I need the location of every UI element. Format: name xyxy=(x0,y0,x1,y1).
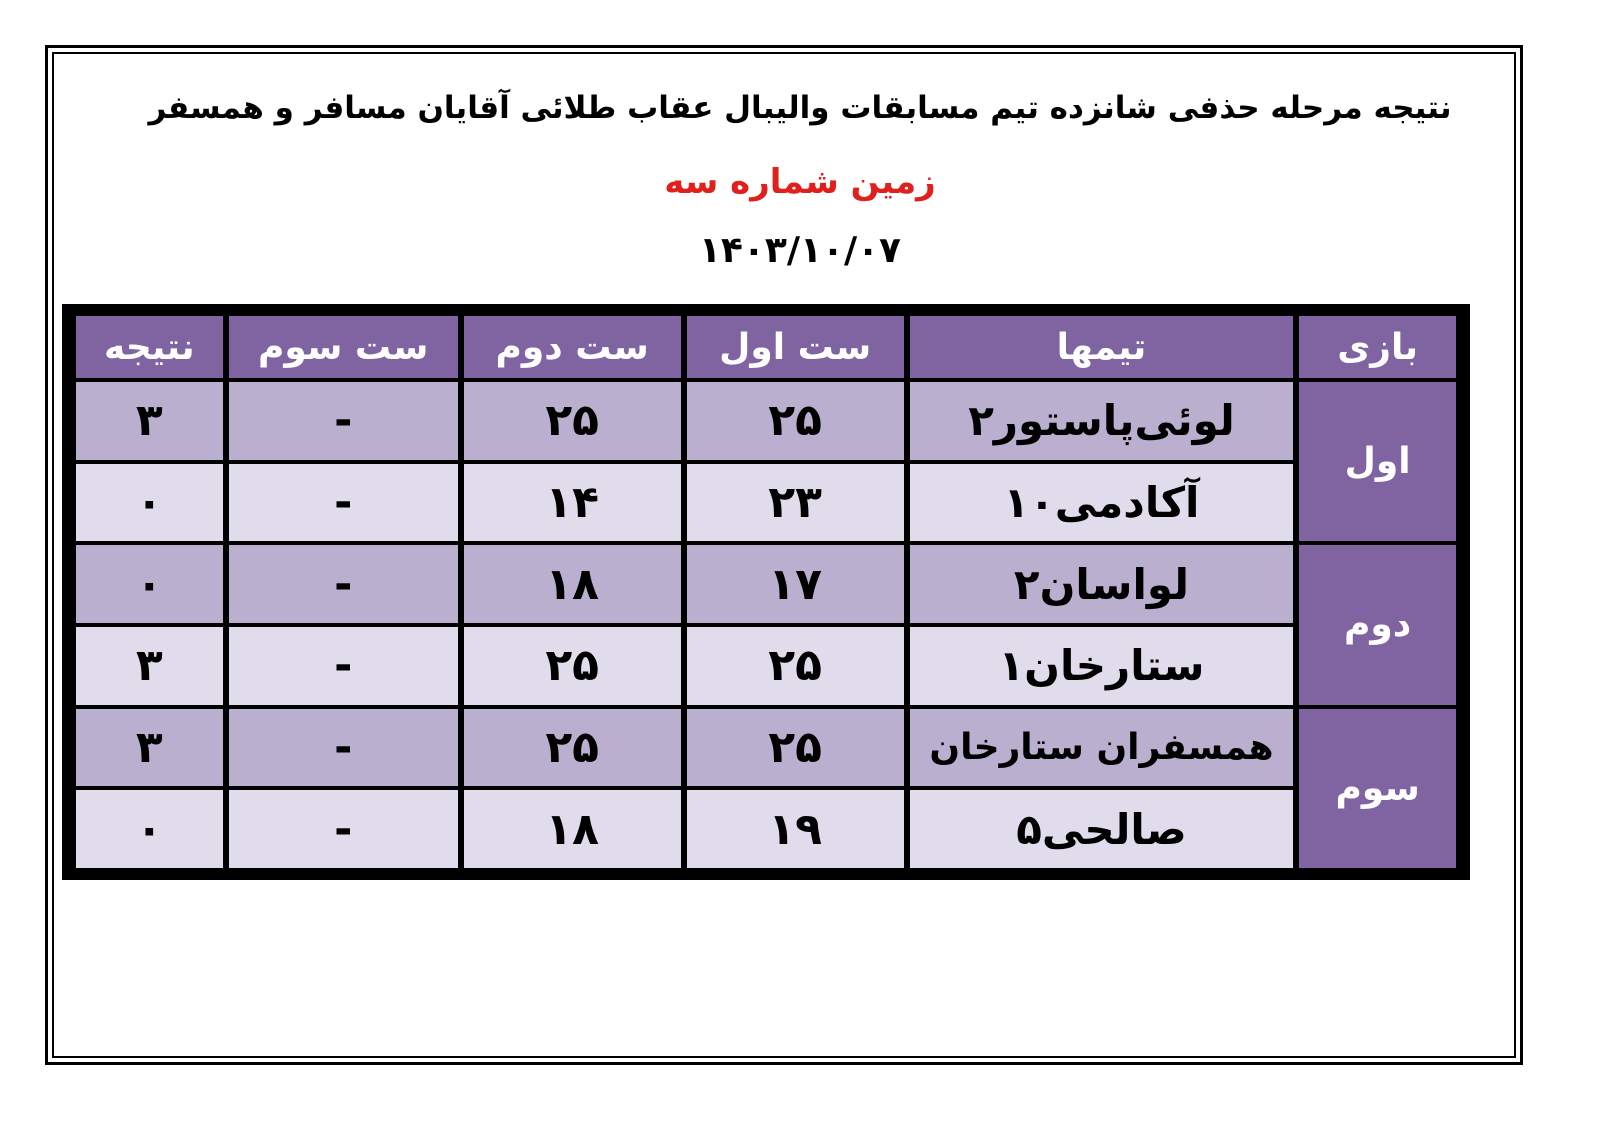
set1-score: ۲۳ xyxy=(687,464,904,542)
set1-score: ۲۵ xyxy=(687,382,904,460)
set2-score: ۱۴ xyxy=(464,464,681,542)
results-table xyxy=(70,312,1462,872)
game-label: اول xyxy=(1299,382,1456,541)
document-subtitle: زمین شماره سه xyxy=(664,162,936,202)
team-name: همسفران ستارخان xyxy=(910,709,1294,787)
result-score: ۰ xyxy=(76,464,223,542)
set3-score: - xyxy=(229,382,458,460)
header-result: نتیجه xyxy=(76,316,223,378)
set2-score: ۱۸ xyxy=(464,790,681,868)
set2-score: ۲۵ xyxy=(464,382,681,460)
set3-score: - xyxy=(229,709,458,787)
header-game: بازی xyxy=(1299,316,1456,378)
set3-score: - xyxy=(229,627,458,705)
document-title: نتیجه مرحله حذفی شانزده تیم مسابقات والیبال عقاب طلائی آقایان مسافر و همسفر xyxy=(148,90,1452,126)
table-row xyxy=(76,464,1456,542)
table-row xyxy=(76,709,1456,787)
document-date: ۱۴۰۳/۱۰/۰۷ xyxy=(698,230,902,271)
result-score: ۰ xyxy=(76,790,223,868)
set1-score: ۱۷ xyxy=(687,545,904,623)
result-score: ۳ xyxy=(76,382,223,460)
header-set1: ست اول xyxy=(687,316,904,378)
game-label: سوم xyxy=(1299,709,1456,868)
header-row xyxy=(76,316,1456,378)
set1-score: ۱۹ xyxy=(687,790,904,868)
set1-score: ۲۵ xyxy=(687,627,904,705)
result-score: ۳ xyxy=(76,709,223,787)
set2-score: ۱۸ xyxy=(464,545,681,623)
header-set2: ست دوم xyxy=(464,316,681,378)
header-teams: تیمها xyxy=(910,316,1294,378)
table-row xyxy=(76,627,1456,705)
team-name: لواسان۲ xyxy=(910,545,1294,623)
team-name: صالحی۵ xyxy=(910,790,1294,868)
game-label: دوم xyxy=(1299,545,1456,704)
team-name: ستارخان۱ xyxy=(910,627,1294,705)
team-name: آکادمی۱۰ xyxy=(910,464,1294,542)
header-set3: ست سوم xyxy=(229,316,458,378)
set2-score: ۲۵ xyxy=(464,709,681,787)
result-score: ۰ xyxy=(76,545,223,623)
set1-score: ۲۵ xyxy=(687,709,904,787)
set3-score: - xyxy=(229,464,458,542)
set3-score: - xyxy=(229,790,458,868)
set3-score: - xyxy=(229,545,458,623)
table-row xyxy=(76,382,1456,460)
set2-score: ۲۵ xyxy=(464,627,681,705)
result-score: ۳ xyxy=(76,627,223,705)
table-row xyxy=(76,545,1456,623)
results-table-container xyxy=(62,304,1470,880)
team-name: لوئی‌پاستور۲ xyxy=(910,382,1294,460)
table-row xyxy=(76,790,1456,868)
